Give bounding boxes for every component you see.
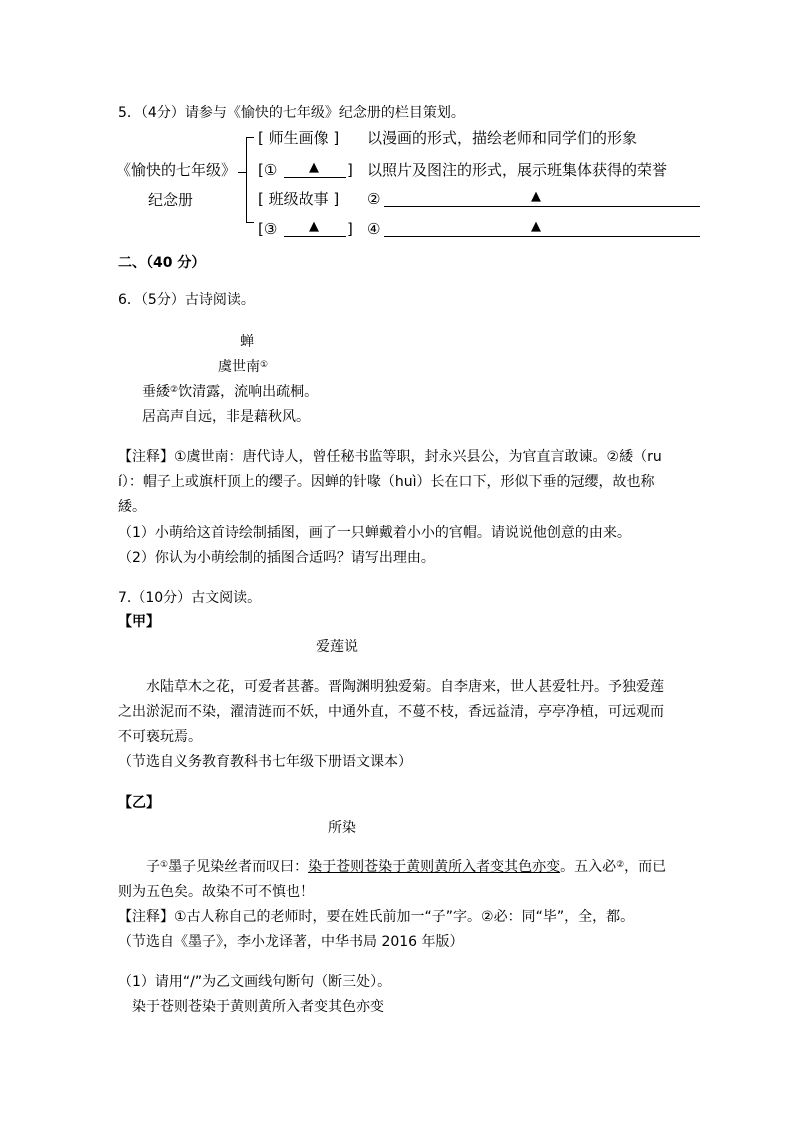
poem-note-3: 緌。 [118,499,146,515]
label-yi: 【乙】 [118,795,160,811]
q7-header: 7.（10分）古文阅读。 [118,590,262,606]
row1-label: [ 师生画像 ] [258,129,340,147]
row4-num: [③ [258,220,278,238]
book-subtitle: 纪念册 [148,191,194,209]
q6-sub-1: （1）小萌给这首诗绘制插图，画了一只蝉戴着小小的官帽。请说说他创意的由来。 [118,525,631,541]
poem-note-1: 【注释】①虞世南：唐代诗人，曾任秘书监等职，封永兴县公，为官直言敢谏。②緌（ru [118,449,662,465]
yi-underlined-sentence: 染于苍则苍染于黄则黄所入者变其色亦变 [308,859,561,875]
brace-bottom [246,222,254,223]
row2-desc: 以照片及图注的形式，展示班集体获得的荣誉 [367,161,668,179]
row4-blank2 [384,220,700,237]
poet-name: 虞世南① [218,359,269,375]
q7-sub-1-sentence: 染于苍则苍染于黄则黄所入者变其色亦变 [132,999,384,1015]
jia-para-3: 不可亵玩焉。 [118,729,202,745]
q6-header: 6．（5分）古诗阅读。 [118,292,255,308]
row4-num2: ④ [367,220,381,238]
q7-sub-1: （1）请用“/”为乙文画线句断句（断三处）。 [118,974,392,990]
yi-para-1: 子①墨子见染丝者而叹曰：染于苍则苍染于黄则黄所入者变其色亦变。五入必②，而已 [146,859,667,875]
row3-num: ② [367,190,381,208]
q5-header: 5．（4分）请参与《愉快的七年级》纪念册的栏目策划。 [118,105,465,121]
row3-blank [384,190,700,207]
poem-line-1: 垂緌②饮清露，流响出疏桐。 [142,384,319,400]
row2-close: ] [347,161,353,179]
yi-para-2: 则为五色矣。故染不可不慎也！ [118,884,314,900]
row2-num: [① [258,161,278,179]
row2-triangle: ▲ [309,160,319,175]
book-title: 《愉快的七年级》 [116,161,237,179]
q6-sub-2: （2）你认为小萌绘制的插图合适吗？请写出理由。 [118,550,435,566]
jia-source: （节选自义务教育教科书七年级下册语文课本） [118,754,412,770]
yi-title: 所染 [328,820,356,836]
section-2-title: 二、（40 分） [118,255,206,271]
jia-para-2: 之出淤泥而不染，濯清涟而不妖，中通外直，不蔓不枝，香远益清，亭亭净植，可远观而 [118,704,664,720]
row4-triangle2: ▲ [531,219,541,234]
jia-title: 爱莲说 [316,639,358,655]
brace-middle [238,172,246,173]
jia-para-1: 水陆草木之花，可爱者甚蕃。晋陶渊明独爱菊。自李唐来，世人甚爱牡丹。予独爱莲 [146,679,664,695]
brace-vertical [246,137,247,223]
row4-triangle: ▲ [309,219,319,234]
label-jia: 【甲】 [118,614,160,630]
yi-source: （节选自《墨子》，李小龙译著，中华书局 2016 年版） [118,934,464,950]
row3-triangle: ▲ [531,189,541,204]
row4-close: ] [347,220,353,238]
row3-label: [ 班级故事 ] [258,190,340,208]
poem-line-2: 居高声自远，非是藉秋风。 [142,409,310,425]
brace-top [246,137,254,138]
row1-desc: 以漫画的形式，描绘老师和同学们的形象 [367,129,638,147]
yi-note: 【注释】①古人称自己的老师时，要在姓氏前加一“子”字。②必：同“毕”，全，都。 [118,909,635,925]
poem-note-2: í）：帽子上或旗杆顶上的缨子。因蝉的针喙（huì）长在口下，形似下垂的冠缨，故也称 [118,474,655,490]
poem-title: 蝉 [240,334,254,350]
